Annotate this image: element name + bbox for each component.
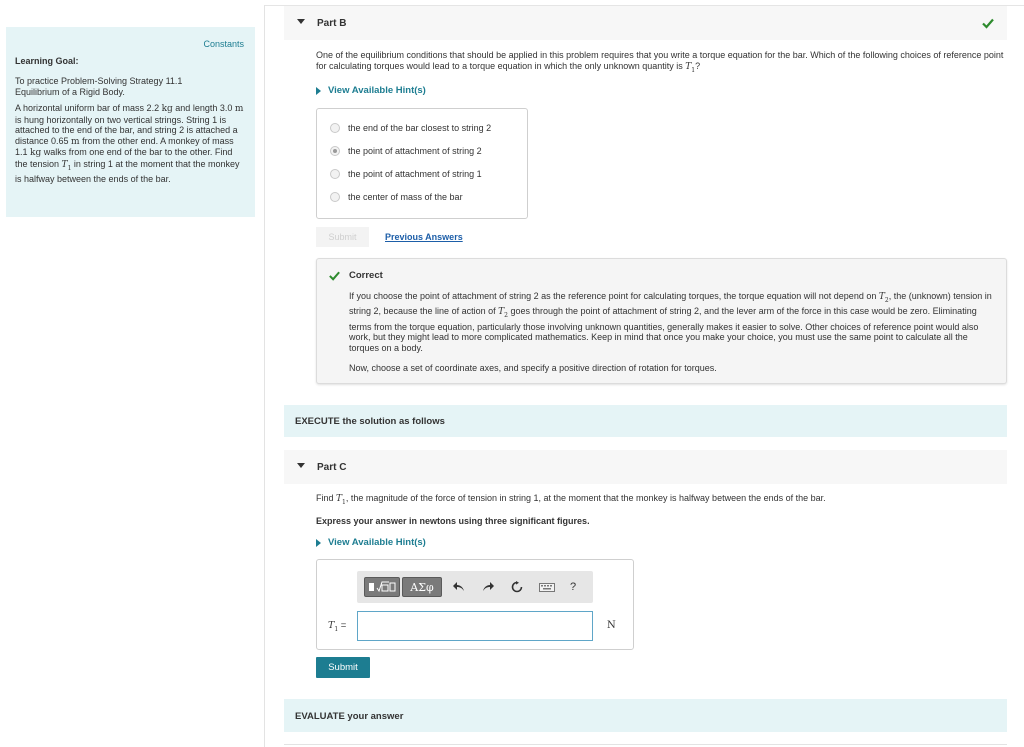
- learning-goal-heading: Learning Goal:: [15, 56, 79, 66]
- templates-button[interactable]: [364, 577, 400, 597]
- problem-text-1: A horizontal uniform bar of mass 2.2: [15, 103, 162, 113]
- learning-goal-text: [15, 76, 245, 97]
- answer-symbol: T: [328, 620, 335, 631]
- part-b-title: Part B: [317, 18, 347, 29]
- option-1[interactable]: [330, 123, 491, 133]
- feedback-panel: [316, 258, 1007, 384]
- execute-section: [284, 405, 1007, 437]
- expand-triangle-icon: [316, 539, 321, 547]
- question-symbol: T: [685, 61, 692, 72]
- feedback-subscript-2: 2: [504, 312, 508, 320]
- reset-icon[interactable]: [510, 577, 524, 597]
- part-b-header[interactable]: [284, 6, 1007, 40]
- unit-m: m: [234, 104, 244, 114]
- unit-kg-2: kg: [30, 148, 42, 158]
- option-3[interactable]: [330, 169, 482, 179]
- part-c-title: Part C: [317, 462, 347, 473]
- option-2[interactable]: [330, 146, 482, 156]
- radio-button-selected[interactable]: [330, 146, 340, 156]
- part-b-hint-label: View Available Hint(s): [328, 85, 426, 96]
- feedback-symbol-2: T: [498, 307, 505, 318]
- part-c-question: [316, 493, 1006, 508]
- problem-text-2: and length 3.0: [172, 103, 235, 113]
- answer-entry-box: [316, 559, 634, 650]
- part-b-question: [316, 50, 1006, 76]
- answer-options: [316, 108, 528, 219]
- problem-text-5: walks from one end of the bar to the other. Find the tension: [15, 147, 233, 169]
- feedback-subscript: 2: [884, 296, 889, 304]
- execute-label: EXECUTE the solution as follows: [295, 416, 445, 427]
- evaluate-section: [284, 699, 1007, 732]
- option-label: the center of mass of the bar: [348, 192, 463, 202]
- collapse-caret-icon[interactable]: [297, 19, 305, 24]
- collapse-caret-icon[interactable]: [297, 463, 305, 468]
- math-toolbar: [357, 571, 593, 603]
- feedback-text-1: If you choose the point of attachment of string 2 as the reference point for calculating torques, the torque equation will not depend on: [349, 291, 879, 301]
- radio-button[interactable]: [330, 192, 340, 202]
- unit-kg: kg: [161, 104, 173, 114]
- answer-equals: =: [338, 620, 347, 631]
- option-label: the point of attachment of string 2: [348, 146, 482, 156]
- part-b-question-text: One of the equilibrium conditions that should be applied in this problem requires that you write a torque equation for the bar. Which of the following choices of reference point for calculating torques would lead to a torque equation in which the only unknown quantity is: [316, 50, 1004, 71]
- tension-symbol: T: [61, 159, 68, 170]
- part-c-question-text-2: , the magnitude of the force of tension in string 1, at the moment that the monkey is halfway between the ends of the bar.: [345, 493, 826, 503]
- part-c-question-text-1: Find: [316, 493, 337, 503]
- constants-link[interactable]: Constants: [203, 39, 244, 49]
- radio-button[interactable]: [330, 123, 340, 133]
- option-label: the end of the bar closest to string 2: [348, 123, 492, 133]
- undo-icon[interactable]: [452, 577, 466, 597]
- problem-statement: [15, 103, 245, 184]
- templates-icon: [367, 580, 397, 594]
- expand-triangle-icon: [316, 87, 321, 95]
- tension-subscript: 1: [67, 164, 72, 172]
- option-4[interactable]: [330, 192, 463, 202]
- unit-label: N: [607, 620, 616, 631]
- part-b-submit-button[interactable]: Submit: [316, 227, 369, 247]
- question-subscript: 1: [342, 498, 346, 506]
- part-c-hint-link[interactable]: [316, 537, 426, 548]
- option-label: the point of attachment of string 1: [348, 169, 482, 179]
- checkmark-icon: [981, 16, 995, 30]
- problem-text-3: is hung horizontally on two vertical strings. String 1 is attached to the end of the bar, and string 2 is attached a distance 0.65: [15, 114, 238, 146]
- answer-label: [328, 620, 346, 633]
- radio-button[interactable]: [330, 169, 340, 179]
- checkmark-icon: [328, 269, 341, 282]
- help-button[interactable]: ?: [569, 581, 577, 593]
- problem-text-6: in string 1 at the moment that the monkey is halfway between the ends of the bar.: [15, 158, 240, 184]
- previous-answers-link[interactable]: Previous Answers: [385, 232, 463, 242]
- feedback-title: Correct: [349, 270, 383, 281]
- goal-line-1: To practice Problem-Solving Strategy 11.1: [15, 76, 183, 86]
- unit-m-2: m: [71, 136, 80, 147]
- part-c-hint-label: View Available Hint(s): [328, 537, 426, 548]
- question-subscript: 1: [691, 66, 696, 74]
- feedback-text-3: goes through the point of attachment of string 2, and the lever arm of the force in this case would be zero. Eliminating terms from the torque equation, particularly those involving unknown quantities, generally makes it easier to solve. Other choices of reference point would also work, but they might lead to more complicated mathematics. Keep in mind that once you make your choice, you must use the same point to calculate all the torques on a body.: [349, 306, 979, 353]
- answer-instruction: Express your answer in newtons using three significant figures.: [316, 516, 590, 526]
- part-c-header[interactable]: [284, 450, 1007, 484]
- bottom-divider: [284, 744, 1007, 745]
- feedback-symbol: T: [878, 292, 885, 302]
- problem-text-4: from the other end. A monkey of mass 1.1: [15, 135, 234, 157]
- answer-subscript: 1: [334, 625, 339, 633]
- feedback-body: [349, 291, 997, 353]
- question-symbol: T: [336, 494, 343, 504]
- feedback-text-2: , the (unknown) tension in string 2, because the line of action of: [349, 291, 992, 317]
- greek-symbols-button[interactable]: ΑΣφ: [402, 577, 442, 597]
- learning-goal-panel: [6, 27, 255, 217]
- redo-icon[interactable]: [481, 577, 495, 597]
- part-c-submit-button[interactable]: Submit: [316, 657, 370, 678]
- answer-input[interactable]: [357, 611, 593, 641]
- goal-line-2: Equilibrium of a Rigid Body.: [15, 86, 125, 97]
- part-b-hint-link[interactable]: [316, 85, 426, 96]
- question-mark: ?: [695, 60, 701, 71]
- feedback-next-step: Now, choose a set of coordinate axes, and specify a positive direction of rotation for torques.: [349, 363, 717, 373]
- evaluate-label: EVALUATE your answer: [295, 711, 404, 722]
- keyboard-icon[interactable]: [538, 577, 556, 597]
- column-divider: [264, 5, 265, 747]
